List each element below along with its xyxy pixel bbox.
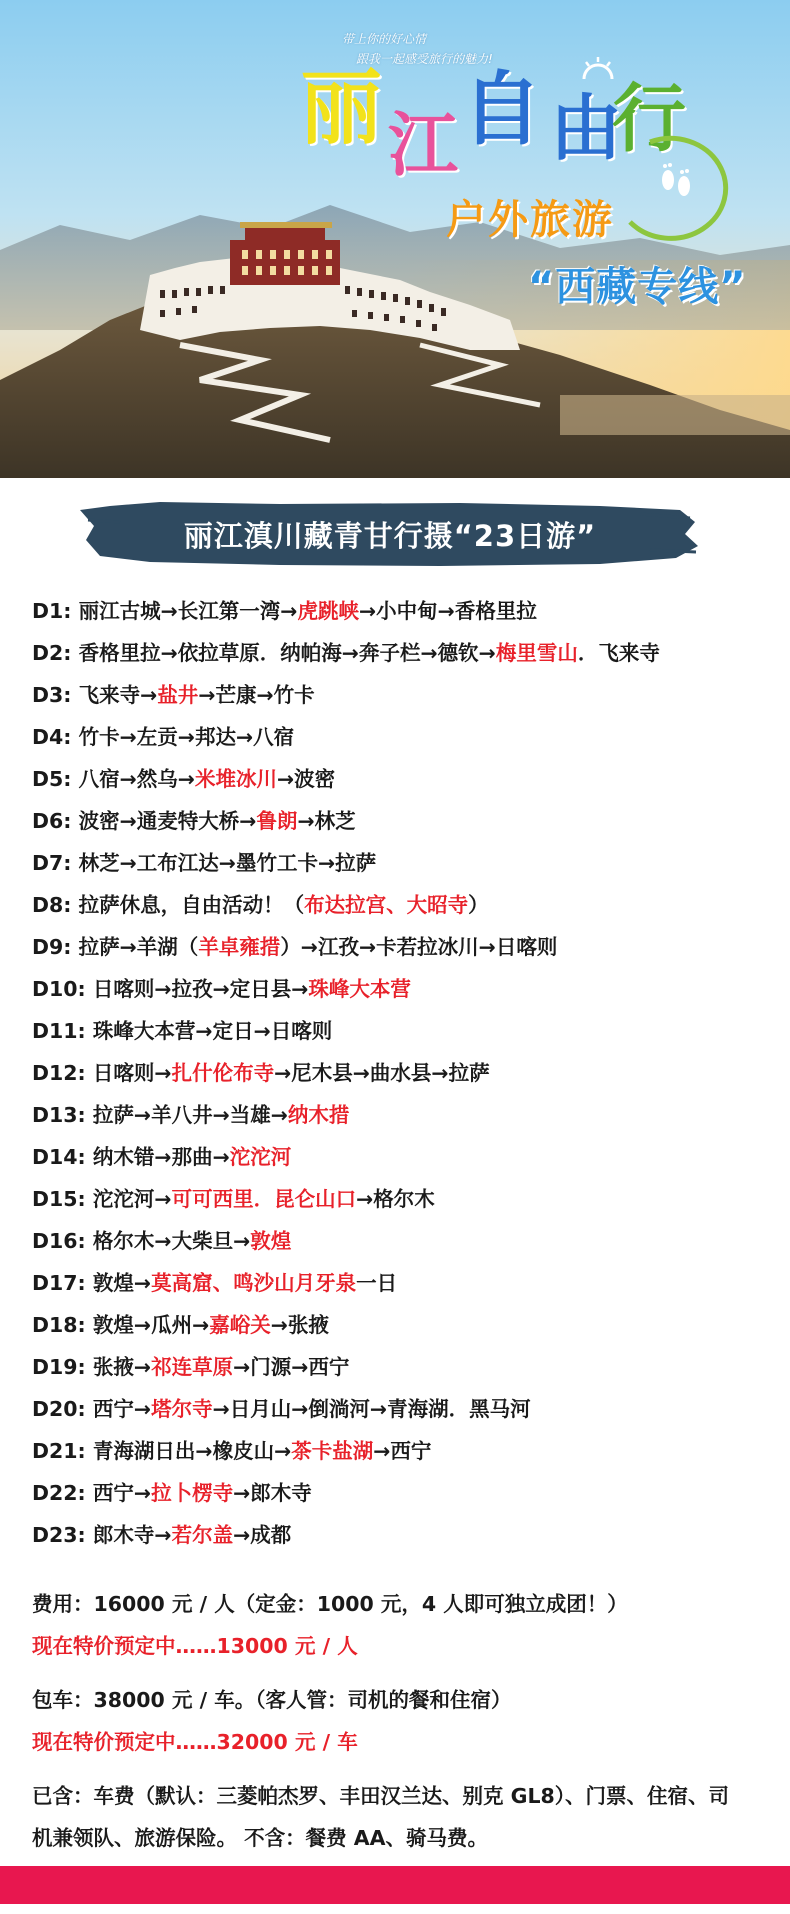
highlight-destination: 若尔盖: [171, 1523, 234, 1547]
day-label: D2:: [32, 641, 79, 665]
includes-line-2: 机兼领队、旅游保险。 不含：餐费 AA、骑马费。: [32, 1826, 489, 1850]
footprints-circle-icon: [610, 122, 750, 242]
route-text: ．飞来寺: [577, 641, 660, 665]
highlight-destination: 塔尔寺: [151, 1397, 213, 1421]
day-label: D9:: [32, 935, 79, 959]
day-label: D21:: [32, 1439, 93, 1463]
itinerary-list: [32, 596, 772, 1562]
day-label: D22:: [32, 1481, 93, 1505]
itinerary-day-18: [32, 1310, 772, 1352]
itinerary-banner: [80, 500, 700, 568]
route-text: →波密: [276, 767, 336, 791]
route-text: →格尔木: [356, 1187, 435, 1211]
highlight-destination: 莫高窟、鸣沙山月牙泉: [151, 1271, 357, 1295]
highlight-destination: 米堆冰川: [194, 767, 277, 791]
footer-bar: [0, 1866, 790, 1904]
route-text: 敦煌→: [92, 1271, 152, 1295]
day-label: D10:: [32, 977, 93, 1001]
charter-sale-text: 现在特价预定中……32000 元 / 车: [32, 1730, 358, 1754]
title-char-4: 由: [550, 86, 623, 170]
day-label: D12:: [32, 1061, 93, 1085]
day-label: D17:: [32, 1271, 93, 1295]
route-text: →林芝: [297, 809, 356, 833]
itinerary-day-16: [32, 1226, 772, 1268]
route-text: →西宁: [373, 1439, 432, 1463]
itinerary-day-21: [32, 1436, 772, 1478]
route-text: 郎木寺→: [92, 1523, 172, 1547]
route-text: ）→江孜→卡若拉冰川→日喀则: [280, 935, 558, 959]
highlight-destination: 可可西里．昆仑山口: [171, 1187, 357, 1211]
route-text: →小中甸→香格里拉: [358, 599, 537, 623]
route-text: 张掖→: [92, 1355, 152, 1379]
route-text: ）: [468, 893, 489, 917]
route-text: 日喀则→拉孜→定日县→: [92, 977, 309, 1001]
title-char-5: 行: [612, 76, 686, 162]
highlight-destination: 鲁朗: [256, 809, 298, 833]
itinerary-day-23: [32, 1520, 772, 1562]
route-text: 竹卡→左贡→邦达→八宿: [78, 725, 295, 749]
day-label: D11:: [32, 1019, 93, 1043]
itinerary-day-22: [32, 1478, 772, 1520]
highlight-destination: 祁连草原: [151, 1355, 234, 1379]
route-text: →日月山→倒淌河→青海湖．黑马河: [212, 1397, 531, 1421]
highlight-destination: 盐井: [157, 683, 199, 707]
itinerary-day-15: [32, 1184, 772, 1226]
itinerary-day-11: [32, 1016, 772, 1058]
itinerary-day-19: [32, 1352, 772, 1394]
itinerary-day-2: [32, 638, 772, 680]
hero-banner: [0, 0, 790, 478]
route-text: →门源→西宁: [233, 1355, 350, 1379]
route-text: 拉萨→羊湖（: [78, 935, 199, 959]
itinerary-day-7: [32, 848, 772, 890]
charter-text: 包车：38000 元 / 车。（客人管：司机的餐和住宿）: [32, 1688, 512, 1712]
day-label: D14:: [32, 1145, 93, 1169]
title-char-2: 江: [388, 104, 458, 186]
route-text: →芒康→竹卡: [198, 683, 315, 707]
route-text: 八宿→然乌→: [78, 767, 195, 791]
highlight-destination: 布达拉宫、大昭寺: [304, 893, 469, 917]
includes-line-1: 已含：车费（默认：三菱帕杰罗、丰田汉兰达、别克 GL8）、门票、住宿、司: [32, 1784, 730, 1808]
route-text: 西宁→: [92, 1397, 152, 1421]
route-text: 香格里拉→依拉草原．纳帕海→奔子栏→德钦→: [78, 641, 496, 665]
route-text: 格尔木→大柴旦→: [92, 1229, 251, 1253]
route-text: →郎木寺: [233, 1481, 312, 1505]
itinerary-day-13: [32, 1100, 772, 1142]
route-tag: “西藏专线”: [528, 264, 747, 310]
highlight-destination: 茶卡盐湖: [291, 1439, 374, 1463]
itinerary-day-10: [32, 974, 772, 1016]
route-text: 拉萨休息，自由活动！（: [78, 893, 305, 917]
itinerary-day-6: [32, 806, 772, 848]
day-label: D16:: [32, 1229, 93, 1253]
day-label: D6:: [32, 809, 79, 833]
highlight-destination: 沱沱河: [229, 1145, 292, 1169]
route-text: 敦煌→瓜州→: [92, 1313, 210, 1337]
day-label: D3:: [32, 683, 79, 707]
route-text: 日喀则→: [92, 1061, 172, 1085]
fee-sale-text: 现在特价预定中……13000 元 / 人: [32, 1634, 358, 1658]
route-text: 飞来寺→: [78, 683, 158, 707]
fee-text: 费用：16000 元 / 人（定金：1000 元，4 人即可独立成团！）: [32, 1592, 628, 1616]
itinerary-day-9: [32, 932, 772, 974]
itinerary-day-4: [32, 722, 772, 764]
itinerary-day-14: [32, 1142, 772, 1184]
itinerary-day-12: [32, 1058, 772, 1100]
itinerary-day-17: [32, 1268, 772, 1310]
highlight-destination: 嘉峪关: [209, 1313, 271, 1337]
itinerary-day-20: [32, 1394, 772, 1436]
route-text: 珠峰大本营→定日→日喀则: [92, 1019, 333, 1043]
highlight-destination: 扎什伦布寺: [171, 1061, 275, 1085]
day-label: D18:: [32, 1313, 93, 1337]
slogan-line-2: 跟我一起感受旅行的魅力!: [356, 52, 493, 66]
route-text: 青海湖日出→橡皮山→: [92, 1439, 292, 1463]
title-char-1: 丽: [300, 61, 383, 156]
route-text: 林芝→工布江达→墨竹工卡→拉萨: [78, 851, 377, 875]
itinerary-day-1: [32, 596, 772, 638]
day-label: D8:: [32, 893, 79, 917]
itinerary-day-5: [32, 764, 772, 806]
route-text: 纳木错→那曲→: [92, 1145, 230, 1169]
route-text: 拉萨→羊八井→当雄→: [92, 1103, 288, 1127]
subtitle: 户外旅游: [446, 197, 614, 243]
highlight-destination: 虎跳峡: [297, 599, 359, 623]
route-text: 丽江古城→长江第一湾→: [78, 599, 298, 623]
route-text: 沱沱河→: [92, 1187, 172, 1211]
slogan-line-1: 带上你的好心情: [342, 32, 427, 46]
day-label: D4:: [32, 725, 79, 749]
day-label: D1:: [32, 599, 79, 623]
highlight-destination: 敦煌: [250, 1229, 292, 1253]
day-label: D7:: [32, 851, 79, 875]
route-text: →张掖: [270, 1313, 329, 1337]
day-label: D13:: [32, 1103, 93, 1127]
route-text: →尼木县→曲水县→拉萨: [274, 1061, 490, 1085]
route-text: 一日: [356, 1271, 398, 1295]
highlight-destination: 梅里雪山: [495, 641, 578, 665]
route-text: →成都: [233, 1523, 292, 1547]
itinerary-day-3: [32, 680, 772, 722]
highlight-destination: 珠峰大本营: [308, 977, 411, 1001]
route-text: 波密→通麦特大桥→: [78, 809, 257, 833]
day-label: D15:: [32, 1187, 93, 1211]
day-label: D19:: [32, 1355, 93, 1379]
itinerary-day-8: [32, 890, 772, 932]
highlight-destination: 纳木措: [287, 1103, 350, 1127]
banner-title: 丽江滇川藏青甘行摄“23日游”: [183, 519, 597, 553]
highlight-destination: 拉卜楞寺: [151, 1481, 234, 1505]
day-label: D23:: [32, 1523, 93, 1547]
highlight-destination: 羊卓雍措: [198, 935, 281, 959]
title-char-3: 自: [462, 63, 542, 156]
day-label: D5:: [32, 767, 79, 791]
route-text: 西宁→: [92, 1481, 152, 1505]
day-label: D20:: [32, 1397, 93, 1421]
